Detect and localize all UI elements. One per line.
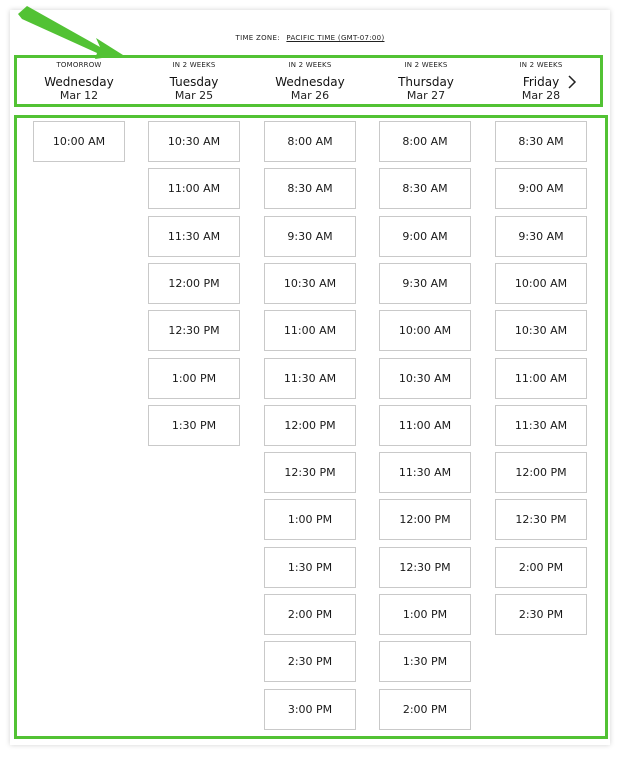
time-slot-button[interactable]: 12:00 PM — [379, 499, 471, 540]
time-slot-button[interactable]: 8:30 AM — [379, 168, 471, 209]
time-slot-button[interactable]: 1:30 PM — [148, 405, 240, 446]
time-slot-button[interactable]: 2:30 PM — [495, 594, 587, 635]
time-slot-button[interactable]: 10:30 AM — [379, 358, 471, 399]
day-date: Mar 25 — [174, 89, 214, 102]
day-relative-label: IN 2 WEEKS — [172, 61, 216, 69]
time-slot-button[interactable]: 11:00 AM — [148, 168, 240, 209]
time-slot-button[interactable]: 1:00 PM — [264, 499, 356, 540]
day-relative-label: IN 2 WEEKS — [288, 61, 332, 69]
timezone-row — [0, 34, 620, 42]
time-slot-button[interactable]: 10:30 AM — [495, 310, 587, 351]
day-weekday: Tuesday — [169, 75, 219, 89]
time-slot-button[interactable]: 10:30 AM — [264, 263, 356, 304]
time-slot-button[interactable]: 11:30 AM — [264, 358, 356, 399]
time-slot-button[interactable]: 11:30 AM — [495, 405, 587, 446]
header-highlight-box — [14, 55, 603, 107]
time-slot-button[interactable]: 11:00 AM — [379, 405, 471, 446]
time-slot-button[interactable]: 8:30 AM — [264, 168, 356, 209]
day-weekday: Wednesday — [275, 75, 345, 89]
day-date: Mar 28 — [521, 89, 561, 102]
day-weekday: Wednesday — [44, 75, 114, 89]
time-slot-button[interactable]: 11:00 AM — [264, 310, 356, 351]
time-slot-button[interactable]: 12:30 PM — [148, 310, 240, 351]
time-slot-button[interactable]: 12:00 PM — [148, 263, 240, 304]
day-relative-label: IN 2 WEEKS — [404, 61, 448, 69]
time-slot-button[interactable]: 2:00 PM — [264, 594, 356, 635]
time-slot-button[interactable]: 2:00 PM — [495, 547, 587, 588]
time-slot-button[interactable]: 9:30 AM — [379, 263, 471, 304]
time-slot-button[interactable]: 12:00 PM — [264, 405, 356, 446]
day-date: Mar 26 — [290, 89, 330, 102]
day-weekday: Thursday — [398, 75, 454, 89]
time-slot-button[interactable]: 12:30 PM — [379, 547, 471, 588]
timezone-label: TIME ZONE: — [235, 34, 280, 42]
time-slot-button[interactable]: 1:30 PM — [379, 641, 471, 682]
time-slot-button[interactable]: 2:00 PM — [379, 689, 471, 730]
timezone-selector[interactable]: PACIFIC TIME (GMT-07:00) — [286, 34, 385, 42]
time-slot-button[interactable]: 12:30 PM — [264, 452, 356, 493]
time-slot-button[interactable]: 9:30 AM — [495, 216, 587, 257]
time-slot-button[interactable]: 9:00 AM — [379, 216, 471, 257]
time-slot-button[interactable]: 11:30 AM — [379, 452, 471, 493]
time-slot-button[interactable]: 10:30 AM — [148, 121, 240, 162]
time-slot-button[interactable]: 10:00 AM — [379, 310, 471, 351]
time-slot-button[interactable]: 9:00 AM — [495, 168, 587, 209]
time-slot-button[interactable]: 9:30 AM — [264, 216, 356, 257]
time-slot-button[interactable]: 11:00 AM — [495, 358, 587, 399]
time-slot-button[interactable]: 8:00 AM — [264, 121, 356, 162]
time-slot-button[interactable]: 2:30 PM — [264, 641, 356, 682]
time-slot-button[interactable]: 1:30 PM — [264, 547, 356, 588]
time-slot-button[interactable]: 3:00 PM — [264, 689, 356, 730]
slots-highlight-box — [14, 115, 608, 739]
day-date: Mar 27 — [406, 89, 446, 102]
time-slot-button[interactable]: 1:00 PM — [379, 594, 471, 635]
day-date: Mar 12 — [59, 89, 99, 102]
day-weekday: Friday — [522, 75, 560, 89]
time-slot-button[interactable]: 10:00 AM — [33, 121, 125, 162]
time-slot-button[interactable]: 8:30 AM — [495, 121, 587, 162]
time-slot-button[interactable]: 1:00 PM — [148, 358, 240, 399]
time-slot-button[interactable]: 12:30 PM — [495, 499, 587, 540]
day-relative-label: IN 2 WEEKS — [519, 61, 563, 69]
time-slot-button[interactable]: 11:30 AM — [148, 216, 240, 257]
time-slot-button[interactable]: 10:00 AM — [495, 263, 587, 304]
time-slot-button[interactable]: 8:00 AM — [379, 121, 471, 162]
day-relative-label: TOMORROW — [56, 61, 102, 69]
time-slot-button[interactable]: 12:00 PM — [495, 452, 587, 493]
